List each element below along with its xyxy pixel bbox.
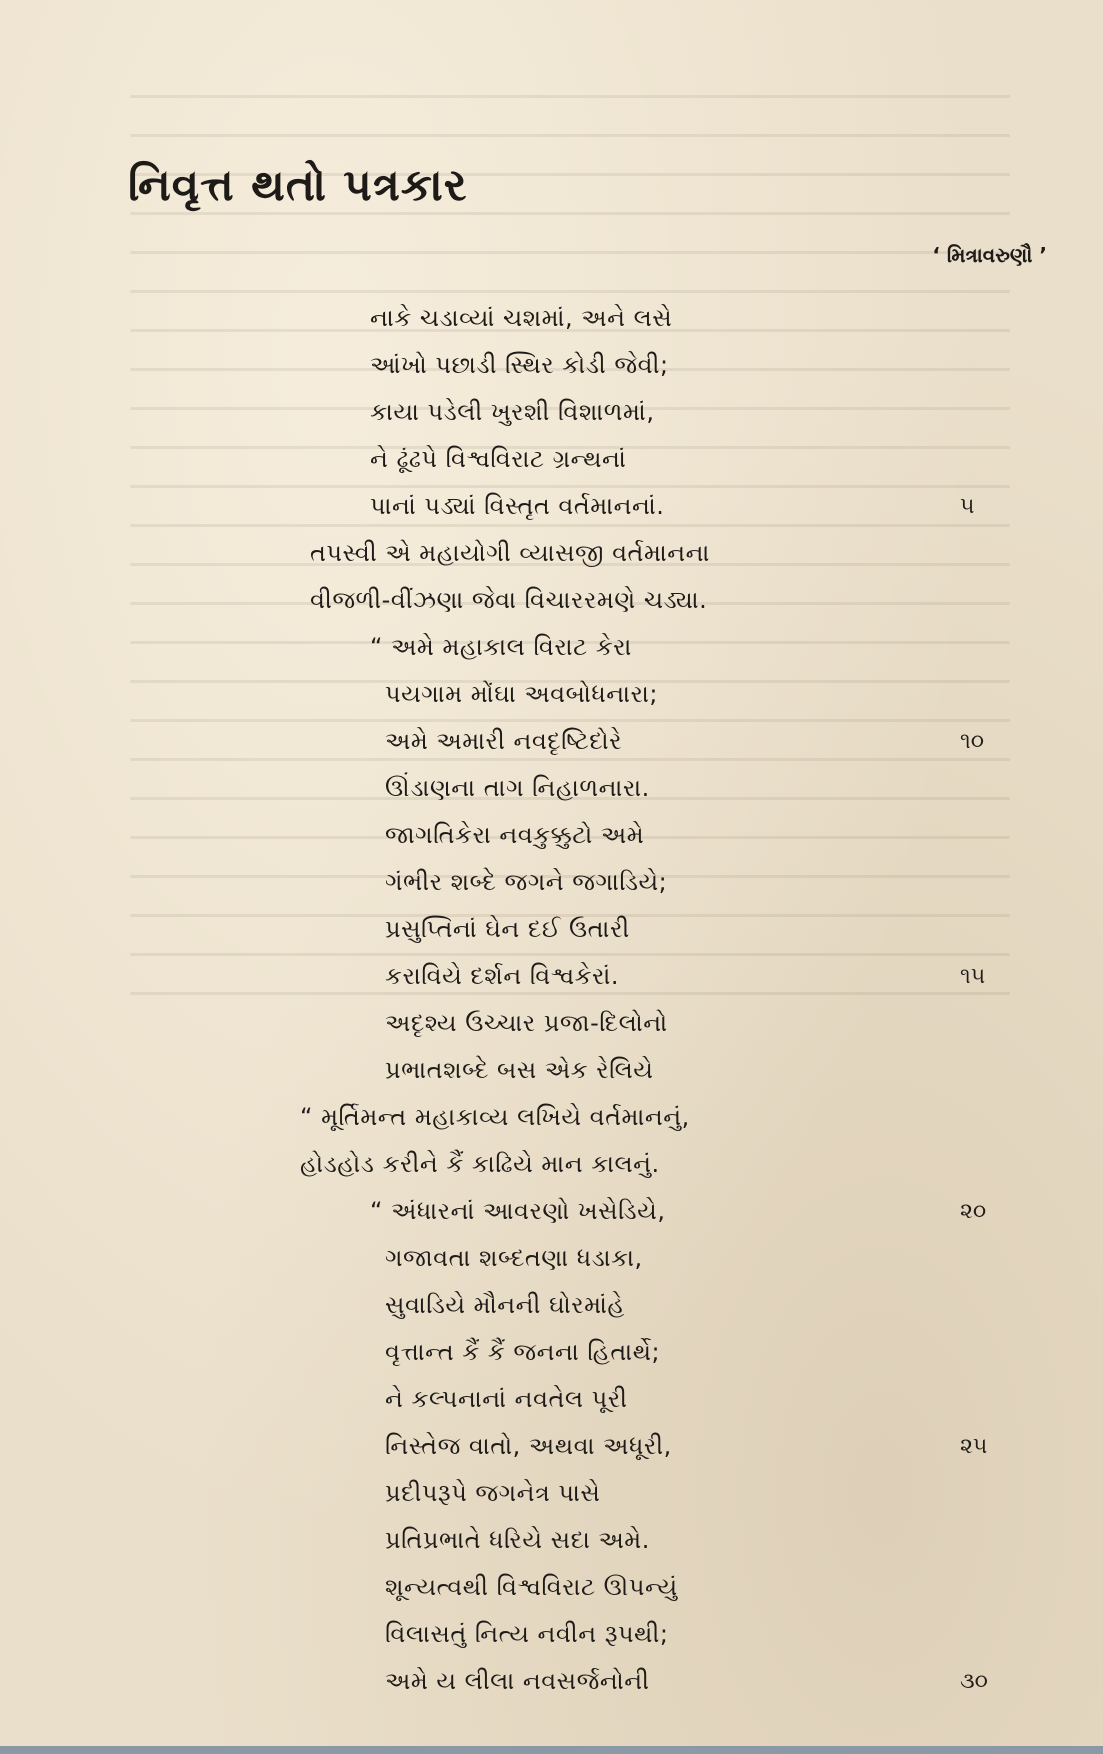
poem-line-4: ને ઢૂંઢપે વિશ્વવિરાટ ગ્રન્થનાં [370, 445, 627, 473]
poem-line-14: પ્રસુપ્તિનાં ઘેન દઈ ઉતારી [385, 915, 630, 943]
poem-line-9: પયગામ મોંઘા અવબોધનારા; [385, 680, 658, 708]
poem-line-29: વિલાસતું નિત્ય નવીન રૂપથી; [385, 1620, 669, 1648]
poem-line-18: “ મૂર્તિમન્ત મહાકાવ્ય લખિયે વર્તમાનનું, [300, 1103, 690, 1131]
poem-line-19: હોડહોડ કરીને કૈં કાઢિયે માન કાલનું. [300, 1150, 660, 1178]
poem-line-11: ઊંડાણના તાગ નિહાળનારા. [385, 774, 650, 802]
poem-line-22: સુવાડિયે મૌનની ઘોરમાંહે [385, 1291, 625, 1319]
poem-line-16: અદૃશ્ય ઉચ્ચાર પ્રજા-દિલોનો [385, 1009, 668, 1037]
poem-line-20: “ અંધારનાં આવરણો ખસેડિયે, [370, 1197, 666, 1225]
poem-line-28: શૂન્યત્વથી વિશ્વવિરાટ ઊપન્યું [385, 1573, 678, 1601]
poem-author: ‘ મિત્રાવરુણૌ ’ [932, 243, 1047, 267]
poem-line-26: પ્રદીપરૂપે જગનેત્ર પાસે [385, 1479, 601, 1507]
poem-line-17: પ્રભાતશબ્દે બસ એક રેલિયે [385, 1056, 654, 1084]
poem-line-23: વૃત્તાન્ત કૈં કૈં જનના હિતાર્થે; [385, 1338, 661, 1366]
line-number-25: ૨૫ [960, 1434, 988, 1459]
poem-line-21: ગજાવતા શબ્દતણા ધડાકા, [385, 1244, 643, 1272]
poem-line-2: આંખો પછાડી સ્થિર કોડી જેવી; [370, 351, 669, 379]
poem-line-1: નાકે ચડાવ્યાં ચશમાં, અને લસે [370, 304, 673, 332]
poem-line-6: તપસ્વી એ મહાયોગી વ્યાસજી વર્તમાનના [310, 539, 710, 567]
poem-line-15: કરાવિયે દર્શન વિશ્વકેરાં. [385, 962, 619, 990]
poem-title: નિવૃત્ત થતો પત્રકાર [128, 160, 468, 211]
poem-line-5: પાનાં પડ્યાં વિસ્તૃત વર્તમાનનાં. [370, 492, 665, 520]
line-number-20: ૨૦ [960, 1199, 987, 1224]
scan-edge [0, 1746, 1103, 1754]
line-number-15: ૧૫ [960, 964, 986, 989]
poem-line-24: ને કલ્પનાનાં નવતેલ પૂરી [385, 1385, 628, 1413]
poem-line-13: ગંભીર શબ્દે જગને જગાડિયે; [385, 868, 668, 896]
line-number-30: ૩૦ [960, 1669, 988, 1694]
line-number-10: ૧૦ [960, 729, 985, 754]
poem-line-3: કાયા પડેલી ખુરશી વિશાળમાં, [370, 398, 655, 426]
poem-line-27: પ્રતિપ્રભાતે ધરિયે સદા અમે. [385, 1526, 650, 1554]
poem-line-30: અમે ય લીલા નવસર્જનોની [385, 1667, 650, 1695]
poem-line-7: વીજળી-વીંઝણા જેવા વિચારરમણે ચડ્યા. [310, 586, 708, 614]
poem-line-12: જાગતિકેરા નવકુક્કુટો અમે [385, 821, 645, 849]
poem-line-8: “ અમે મહાકાલ વિરાટ કેરા [370, 633, 632, 661]
line-number-5: ૫ [960, 494, 975, 519]
poem-line-10: અમે અમારી નવદૃષ્ટિદોરે [385, 727, 623, 755]
poem-line-25: નિસ્તેજ વાતો, અથવા અધૂરી, [385, 1432, 672, 1460]
